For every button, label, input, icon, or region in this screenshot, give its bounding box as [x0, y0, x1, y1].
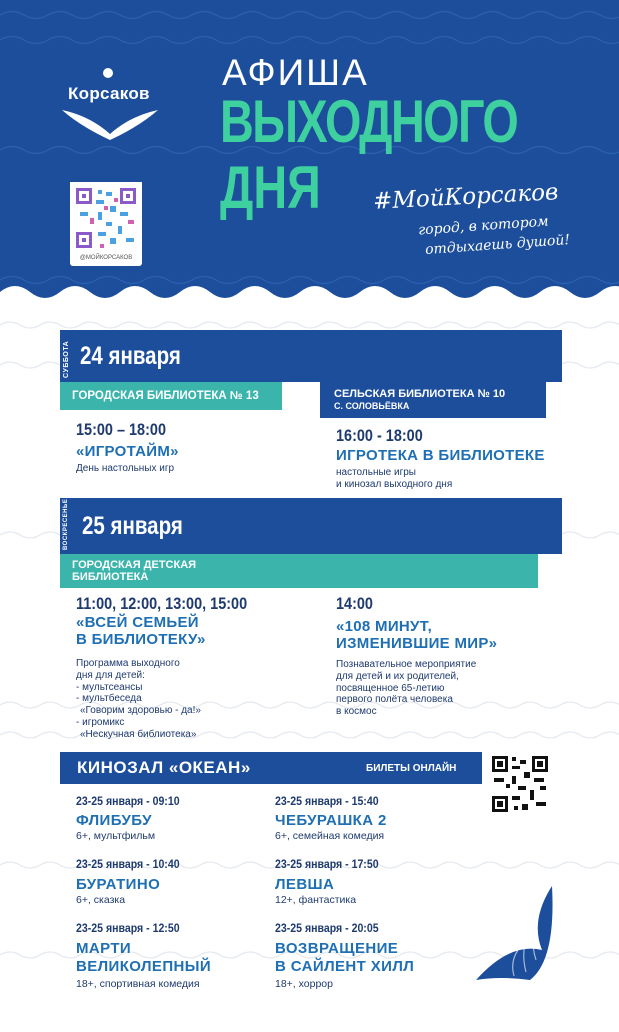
day2-venue: [60, 554, 538, 588]
day2-left-title: [76, 614, 206, 649]
day2-right-time: 14:00: [336, 594, 373, 613]
movie-5-title-1: МАРТИ: [76, 940, 132, 957]
desc-line: для детей и их родителей,: [336, 670, 459, 682]
desc-line: «Говорим здоровью - да!»: [80, 705, 201, 717]
day1-venue-left: ГОРОДСКАЯ БИБЛИОТЕКА № 13: [60, 382, 282, 410]
day2-venue-line-1: ГОРОДСКАЯ ДЕТСКАЯ: [72, 559, 197, 571]
desc-line: «Нескучная библиотека»: [80, 728, 197, 740]
logo-dot: [103, 68, 113, 78]
day2-right-title: [336, 618, 497, 653]
desc-line: посвященное 65-летию: [336, 682, 445, 694]
movie-5-info: 18+, спортивная комедия: [76, 978, 200, 990]
desc-line: дня для детей:: [76, 669, 145, 681]
venue-right-sub: С. СОЛОВЬЁВКА: [334, 401, 410, 411]
movie-5-time: 23-25 января - 12:50: [76, 921, 180, 935]
day2-right-title-1: «108 МИНУТ,: [336, 618, 433, 635]
tickets-qr-code-icon[interactable]: [490, 754, 550, 814]
qr-label: @МОЙКОРСАКОВ: [79, 255, 133, 261]
day1-left-title: «ИГРОТАЙМ»: [76, 443, 179, 460]
desc-line: - мультсеансы: [76, 681, 143, 693]
day2-right-desc: [336, 659, 476, 718]
desc-line: Познавательное мероприятие: [336, 659, 477, 670]
day1-left-time: 15:00 – 18:00: [76, 420, 166, 439]
desc-line: в космос: [336, 706, 377, 718]
day2-weekday: ВОСКРЕСЕНЬЕ: [63, 498, 69, 550]
movie-3-title: БУРАТИНО: [76, 876, 161, 893]
hashtag: #МойКорсаков: [372, 179, 559, 215]
logo-text: Корсаков: [68, 84, 150, 103]
movie-1-info: 6+, мультфильм: [76, 830, 156, 842]
day2-left-title-2: В БИБЛИОТЕКУ»: [76, 631, 206, 649]
day2-venue-line-2: БИБЛИОТЕКА: [72, 571, 149, 584]
movie-2-info: 6+, семейная комедия: [275, 830, 385, 842]
day1-venue-right: [320, 382, 546, 418]
movie-5-title-2: ВЕЛИКОЛЕПНЫЙ: [76, 958, 212, 975]
title-line-1: АФИША: [222, 52, 369, 93]
logo-wing-icon: [60, 106, 160, 142]
movie-3-info: 6+, сказка: [76, 894, 126, 906]
desc-line: - игромикс: [76, 716, 125, 728]
day2-right-title-2: ИЗМЕНИВШИЕ МИР»: [336, 635, 498, 653]
day1-right-desc-1: настольные игры: [336, 467, 416, 478]
movie-4-time: 23-25 января - 17:50: [275, 857, 379, 871]
movie-4-info: 12+, фантастика: [275, 894, 357, 906]
slogan-line-2: отдыхаешь душой!: [424, 231, 571, 259]
movie-6-title-1: ВОЗВРАЩЕНИЕ: [275, 940, 399, 957]
movie-4-title: ЛЕВША: [275, 876, 335, 893]
movie-6-title-2: В САЙЛЕНТ ХИЛЛ: [275, 958, 415, 975]
qr-code-social[interactable]: [70, 182, 142, 266]
venue-right-name: СЕЛЬСКАЯ БИБЛИОТЕКА № 10: [334, 388, 506, 400]
desc-line: Программа выходного: [76, 658, 180, 669]
day1-right-time: 16:00 - 18:00: [336, 426, 423, 445]
day1-right-title: ИГРОТЕКА В БИБЛИОТЕКЕ: [336, 447, 545, 464]
movie-6-info: 18+, хоррор: [275, 978, 333, 990]
movie-2-title: ЧЕБУРАШКА 2: [275, 812, 387, 829]
header-banner: [0, 0, 619, 305]
day2-date: 25 января: [82, 512, 183, 540]
day1-left-desc: День настольных игр: [76, 463, 175, 474]
desc-line: - мультбеседа: [76, 693, 142, 705]
decorative-fin-icon: [470, 880, 560, 990]
tickets-online-link[interactable]: БИЛЕТЫ ОНЛАЙН: [366, 763, 457, 774]
cinema-title: КИНОЗАЛ «ОКЕАН»: [77, 758, 251, 777]
movie-6-time: 23-25 января - 20:05: [275, 921, 379, 935]
title-line-2: ВЫХОДНОГО: [220, 88, 518, 155]
movie-1-time: 23-25 января - 09:10: [76, 794, 180, 808]
movie-3-time: 23-25 января - 10:40: [76, 857, 180, 871]
day2-left-time: 11:00, 12:00, 13:00, 15:00: [76, 594, 248, 613]
movie-2-time: 23-25 января - 15:40: [275, 794, 379, 808]
desc-line: первого полёта человека: [336, 694, 453, 706]
slogan-line-1: город, в котором: [417, 213, 550, 239]
movie-6-title: [275, 940, 414, 976]
day1-date: 24 января: [80, 342, 181, 370]
day1-right-desc-2: и кинозал выходного дня: [336, 479, 453, 490]
day1-weekday: СУББОТА: [63, 340, 70, 378]
movie-1-title: ФЛИБУБУ: [76, 812, 152, 829]
movie-5-title: [76, 940, 211, 976]
title-line-3: ДНЯ: [220, 154, 321, 221]
day2-left-title-1: «ВСЕЙ СЕМЬЕЙ: [76, 614, 199, 631]
qr-code-icon: [70, 182, 142, 254]
day2-left-desc: [76, 658, 201, 741]
